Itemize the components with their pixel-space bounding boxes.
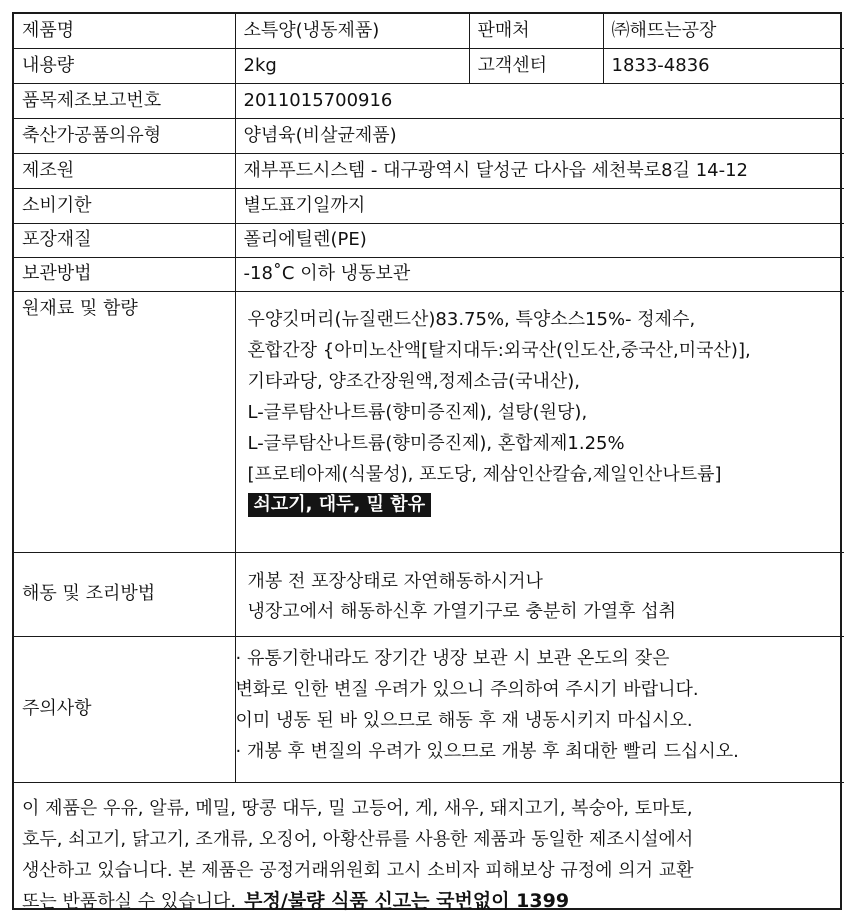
manufacturer-value: 재부푸드시스템 - 대구광역시 달성군 다사읍 세천북로8길 14-12 [235, 153, 844, 188]
caution-label: 주의사항 [14, 636, 235, 782]
customer-center-value: 1833-4836 [603, 48, 844, 83]
report-number-label: 품목제조보고번호 [14, 83, 235, 118]
product-name-value: 소특양(냉동제품) [235, 14, 469, 48]
report-hotline: 부정/불량 식품 신고는 국번없이 1399 [244, 889, 570, 912]
notice-line [22, 886, 840, 917]
volume-label: 내용량 [14, 48, 235, 83]
caution-line: 변화로 인한 변질 우려가 있으니 주의하여 주시기 바랍니다. [235, 678, 699, 700]
storage-label: 보관방법 [14, 257, 235, 291]
allergy-badge: 쇠고기, 대두, 밀 함유 [248, 493, 432, 517]
cooking-label: 해동 및 조리방법 [14, 552, 235, 636]
ingredients-value [235, 291, 844, 552]
ingredients-line: L-글루탐산나트륨(향미증진제), 설탕(원당), [247, 401, 588, 423]
cooking-value [235, 552, 844, 636]
caution-line: 이미 냉동 된 바 있으므로 해동 후 재 냉동시키지 마십시오. [235, 709, 693, 731]
ingredients-label: 원재료 및 함량 [14, 291, 235, 552]
product-name-label: 제품명 [14, 14, 235, 48]
row-cooking [14, 552, 844, 636]
row-caution [14, 636, 844, 782]
volume-value: 2kg [235, 48, 469, 83]
allergen-notice [14, 783, 840, 917]
row-product-name [14, 14, 844, 48]
manufacturer-label: 제조원 [14, 153, 235, 188]
ingredients-line: L-글루탐산나트륨(향미증진제), 혼합제제1.25% [247, 432, 625, 454]
seller-value: ㈜해뜨는공장 [603, 14, 844, 48]
cooking-line: 냉장고에서 해동하신후 가열기구로 충분히 가열후 섭취 [247, 600, 677, 622]
notice-line: 생산하고 있습니다. 본 제품은 공정거래위원회 고시 소비자 피해보상 규정에 의거 교환 [22, 859, 694, 881]
ingredients-line: [프로테아제(식물성), 포도당, 제삼인산칼슘,제일인산나트륨] [247, 463, 722, 485]
caution-line: · 개봉 후 변질의 우려가 있으므로 개봉 후 최대한 빨리 드십시오. [235, 740, 739, 762]
row-storage [14, 257, 844, 291]
ingredients-line: 기타과당, 양조간장원액,정제소금(국내산), [247, 370, 581, 392]
row-manufacturer [14, 153, 844, 188]
ingredients-line: 우양깃머리(뉴질랜드산)83.75%, 특양소스15%- 정제수, [247, 308, 696, 330]
expiry-label: 소비기한 [14, 188, 235, 223]
row-packaging [14, 223, 844, 257]
expiry-value: 별도표기일까지 [235, 188, 844, 223]
row-product-type [14, 118, 844, 153]
storage-value: -18˚C 이하 냉동보관 [235, 257, 844, 291]
row-report-number [14, 83, 844, 118]
notice-line-text: 또는 반품하실 수 있습니다. [22, 890, 237, 912]
report-number-value: 2011015700916 [235, 83, 844, 118]
caution-value [235, 636, 844, 782]
seller-label: 판매처 [469, 14, 603, 48]
product-info-label [12, 12, 842, 910]
packaging-value: 폴리에틸렌(PE) [235, 223, 844, 257]
product-type-label: 축산가공품의유형 [14, 118, 235, 153]
info-table [14, 14, 844, 783]
notice-line: 호두, 쇠고기, 닭고기, 조개류, 오징어, 아황산류를 사용한 제품과 동일한 제조시설에서 [22, 828, 694, 850]
allergy-row [248, 490, 845, 517]
caution-line: · 유통기한내라도 장기간 냉장 보관 시 보관 온도의 잦은 [235, 647, 670, 669]
cooking-line: 개봉 전 포장상태로 자연해동하시거나 [247, 570, 543, 592]
row-expiry [14, 188, 844, 223]
packaging-label: 포장재질 [14, 223, 235, 257]
ingredients-line: 혼합간장 {아미노산액[탈지대두:외국산(인도산,중국산,미국산)], [247, 339, 751, 361]
row-volume [14, 48, 844, 83]
customer-center-label: 고객센터 [469, 48, 603, 83]
notice-line: 이 제품은 우유, 알류, 메밀, 땅콩 대두, 밀 고등어, 게, 새우, 돼지고기, 복숭아, 토마토, [22, 797, 693, 819]
row-ingredients [14, 291, 844, 552]
product-type-value: 양념육(비살균제품) [235, 118, 844, 153]
